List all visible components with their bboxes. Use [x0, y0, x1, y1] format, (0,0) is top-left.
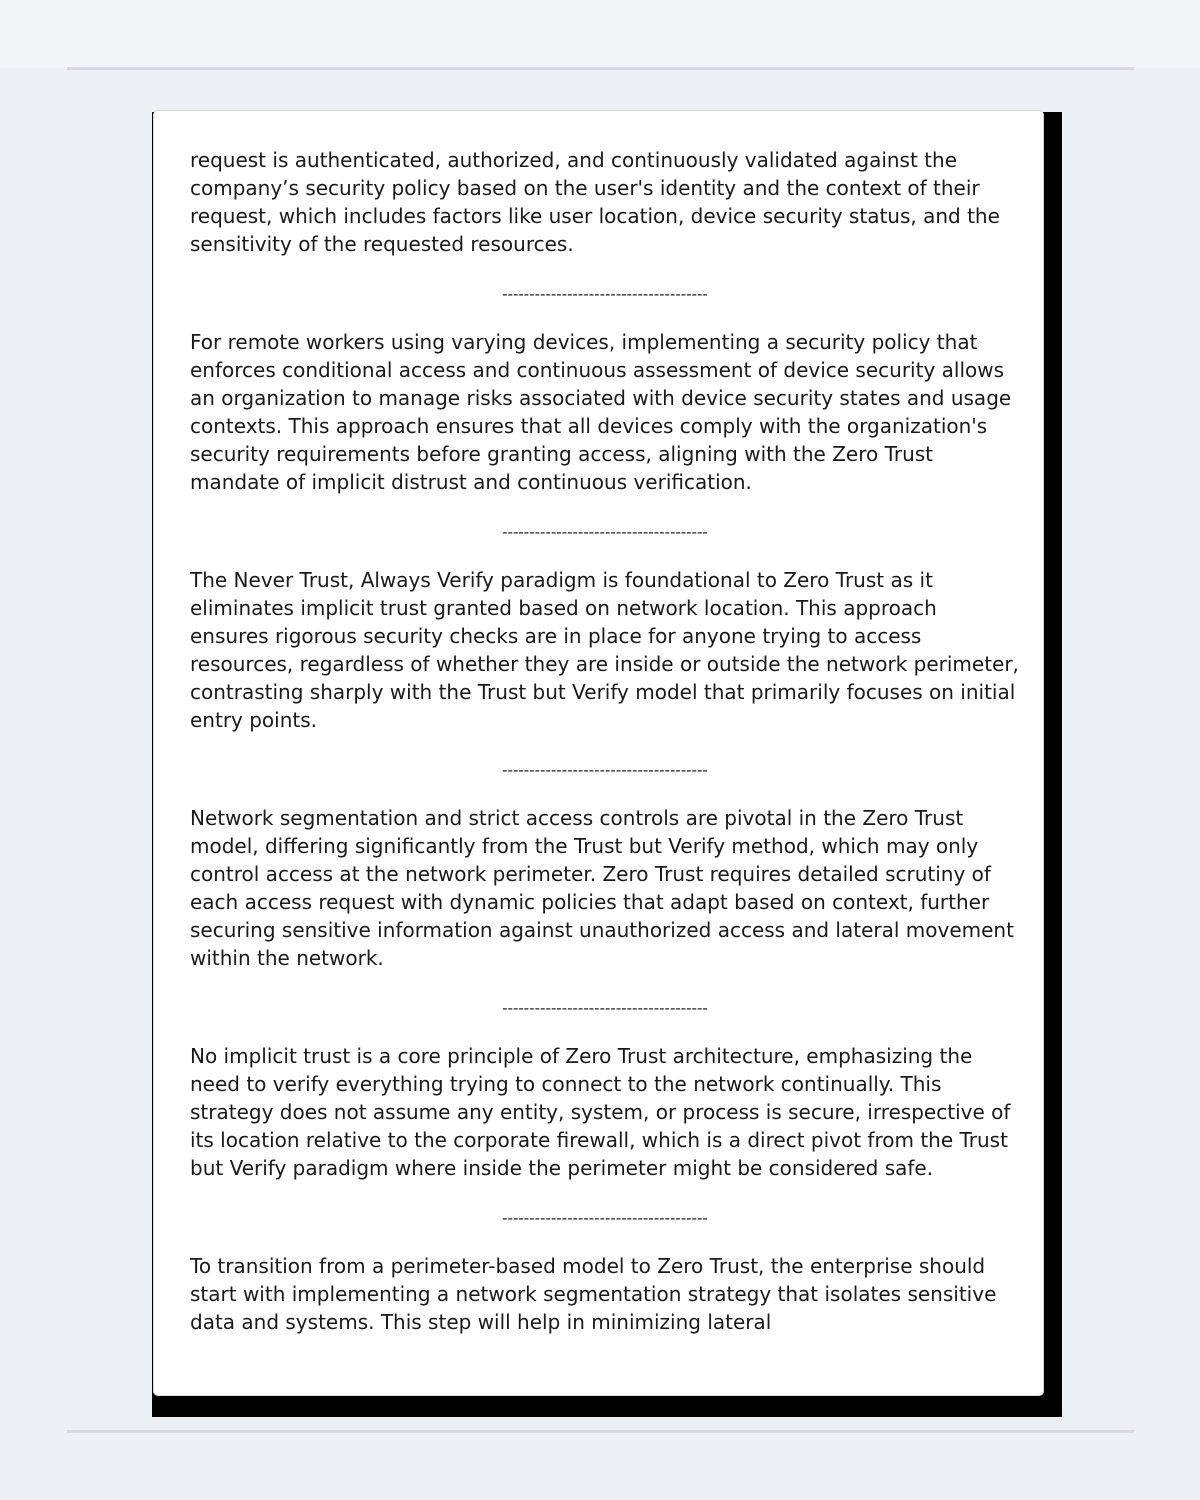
- separator: --------------------------------------: [502, 999, 708, 1017]
- paragraph: Network segmentation and strict access controls are pivotal in the Zero Trust model, differing significantly from the Trust but Verify method, which may only control access at the network perimeter. Zero Trust requires detailed scrutiny of each access request with dynamic policies that adapt based on context, further securing sensitive information against unauthorized access and lateral movement within the network.: [190, 806, 1014, 970]
- separator: --------------------------------------: [502, 285, 708, 303]
- separator: --------------------------------------: [502, 523, 708, 541]
- paragraph: The Never Trust, Always Verify paradigm is foundational to Zero Trust as it eliminates implicit trust granted based on network location. This approach ensures rigorous security checks are in place for anyone trying to access resources, regardless of whether they are inside or outside the network perimeter, contrasting sharply with the Trust but Verify model that primarily focuses on initial entry points.: [190, 568, 1019, 732]
- separator: --------------------------------------: [502, 1209, 708, 1227]
- paragraph: No implicit trust is a core principle of Zero Trust architecture, emphasizing the need to verify everything trying to connect to the network continually. This strategy does not assume any entity, system, or process is secure, irrespective of its location relative to the corporate firewall, which is a direct pivot from the Trust but Verify paradigm where inside the perimeter might be considered safe.: [190, 1044, 1011, 1180]
- top-divider: [67, 67, 1134, 70]
- document-content: [190, 146, 1020, 1336]
- paragraph: For remote workers using varying devices, implementing a security policy that enforces conditional access and continuous assessment of device security allows an organization to manage risks associated with device security states and usage contexts. This approach ensures that all devices comply with the organization's security requirements before granting access, aligning with the Zero Trust mandate of implicit distrust and continuous verification.: [190, 330, 1012, 494]
- top-band: [0, 0, 1200, 68]
- document-card[interactable]: [153, 110, 1044, 1396]
- bottom-divider: [67, 1430, 1134, 1433]
- separator: --------------------------------------: [502, 761, 708, 779]
- paragraph: To transition from a perimeter-based model to Zero Trust, the enterprise should start with implementing a network segmentation strategy that isolates sensitive data and systems. This step will help in minimizing lateral: [190, 1254, 997, 1334]
- paragraph: request is authenticated, authorized, and continuously validated against the company’s security policy based on the user's identity and the context of their request, which includes factors like user location, device security status, and the sensitivity of the requested resources.: [190, 148, 1000, 256]
